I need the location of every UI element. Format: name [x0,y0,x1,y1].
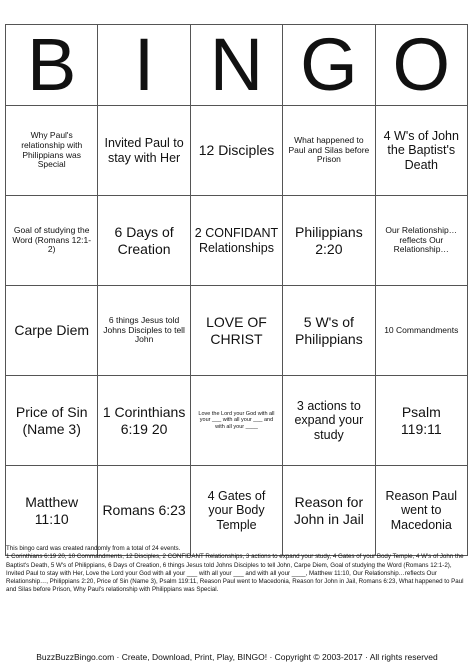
header-letter-o: O [375,25,467,106]
bingo-cell: Invited Paul to stay with Her [98,106,190,196]
bingo-cell: 6 Days of Creation [98,196,190,286]
bingo-header-row [6,25,468,106]
bingo-cell: Goal of studying the Word (Romans 12:1-2) [6,196,98,286]
bingo-cell: Psalm 119:11 [375,376,467,466]
header-letter-i: I [98,25,190,106]
event-list-intro: This bingo card was created randomly from a total of 24 events. [6,545,181,552]
bingo-cell: Why Paul's relationship with Philippians was Special [6,106,98,196]
bingo-cell: 6 things Jesus told Johns Disciples to tell John [98,286,190,376]
bingo-cell: 10 Commandments [375,286,467,376]
bingo-card [5,24,468,556]
bingo-cell: Romans 6:23 [98,466,190,556]
event-list-items: 1 Corinthians 6:19 20, 10 Commandments, 12 Disciples, 2 CONFIDANT Relationships, 3 actions to expand your study, 4 Gates of your Body Temple, 4 W's of John the Baptist's Death, 5 W's of Philippians, 6 Days of Creation, 6 things Jesus told Johns Disciples to tell John, Carpe Diem, Goal of studying the Word (Romans 12:1-2), Invited Paul to stay with Her, Love the Lord your God with all your ___ with all your ___ and with all your ____, Matthew 11:10, Our Relationship…reflects Our Relationship…, Philippians 2:20, Price of Sin (Name 3), Psalm 119:11, Reason Paul went to Macedonia, Reason for John in Jail, Romans 6:23, What happened to Paul and Silas before Prison, Why Paul's relationship with Philippians was Special. [6,553,464,594]
bingo-cell: 4 Gates of your Body Temple [190,466,282,556]
bingo-cell: Love the Lord your God with all your ___ with all your ___ and with all your ____ [190,376,282,466]
header-letter-b: B [6,25,98,106]
bingo-cell: Carpe Diem [6,286,98,376]
bingo-cell: LOVE OF CHRIST [190,286,282,376]
bingo-row [6,376,468,466]
bingo-cell: 3 actions to expand your study [283,376,375,466]
bingo-cell: 1 Corinthians 6:19 20 [98,376,190,466]
bingo-row [6,106,468,196]
copyright-line: BuzzBuzzBingo.com · Create, Download, Print, Play, BINGO! · Copyright © 2003-2017 · All rights reserved [36,652,438,662]
bingo-cell: Our Relationship…reflects Our Relationship… [375,196,467,286]
bingo-cell: Matthew 11:10 [6,466,98,556]
bingo-cell: 5 W's of Philippians [283,286,375,376]
bingo-cell: Philippians 2:20 [283,196,375,286]
bingo-cell: Reason for John in Jail [283,466,375,556]
bingo-row [6,286,468,376]
bingo-row [6,466,468,556]
bingo-row [6,196,468,286]
header-letter-g: G [283,25,375,106]
bingo-cell: 12 Disciples [190,106,282,196]
event-list [6,545,466,595]
bingo-cell: Price of Sin (Name 3) [6,376,98,466]
bingo-cell: Reason Paul went to Macedonia [375,466,467,556]
header-letter-n: N [190,25,282,106]
bingo-cell: 2 CONFIDANT Relationships [190,196,282,286]
bingo-cell: 4 W's of John the Baptist's Death [375,106,467,196]
bingo-cell: What happened to Paul and Silas before Prison [283,106,375,196]
